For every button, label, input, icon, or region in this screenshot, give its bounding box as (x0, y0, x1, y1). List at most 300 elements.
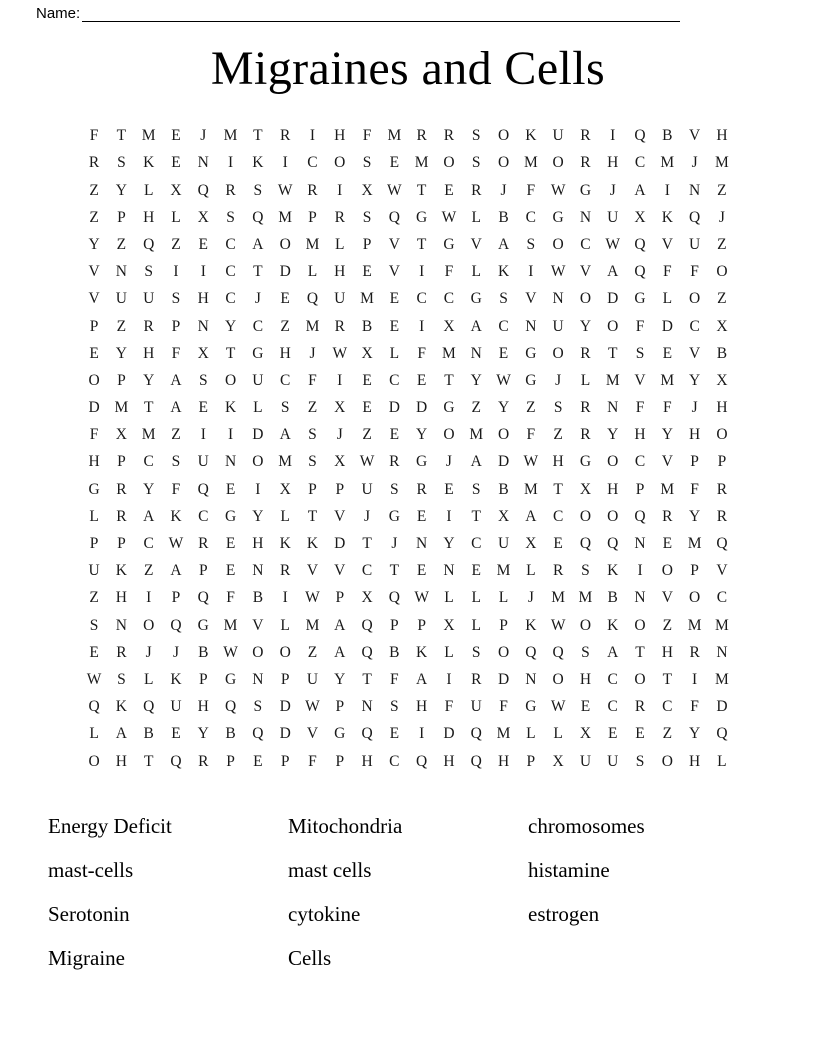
word-list-item[interactable]: Energy Deficit (48, 814, 172, 839)
grid-cell[interactable]: I (446, 507, 452, 525)
grid-cell[interactable]: T (389, 562, 400, 580)
grid-cell[interactable]: F (226, 589, 235, 607)
grid-cell[interactable]: B (198, 643, 209, 661)
grid-cell[interactable]: U (552, 317, 564, 335)
grid-cell[interactable]: H (252, 535, 264, 553)
grid-cell[interactable]: I (446, 670, 452, 688)
grid-cell[interactable]: B (361, 317, 373, 335)
grid-cell[interactable]: U (689, 235, 701, 253)
grid-cell[interactable]: X (634, 208, 646, 226)
grid-cell[interactable]: A (170, 562, 182, 580)
grid-cell[interactable]: V (689, 344, 701, 362)
grid-cell[interactable]: U (552, 127, 564, 145)
grid-cell[interactable]: X (443, 317, 455, 335)
grid-cell[interactable]: A (143, 507, 155, 525)
grid-cell[interactable]: O (552, 154, 564, 172)
grid-cell[interactable]: C (416, 290, 427, 308)
grid-cell[interactable]: P (335, 698, 345, 716)
grid-cell[interactable]: M (387, 127, 402, 145)
grid-cell[interactable]: G (470, 290, 482, 308)
grid-cell[interactable]: C (225, 290, 236, 308)
grid-cell[interactable]: E (89, 643, 99, 661)
grid-cell[interactable]: W (332, 344, 348, 362)
grid-cell[interactable]: W (223, 643, 238, 661)
grid-cell[interactable]: B (662, 127, 673, 145)
grid-cell[interactable]: K (170, 507, 182, 525)
grid-cell[interactable]: W (305, 589, 320, 607)
word-list-item[interactable]: histamine (528, 858, 610, 883)
grid-cell[interactable]: Q (388, 589, 400, 607)
grid-cell[interactable]: O (579, 507, 592, 525)
grid-cell[interactable]: Q (552, 643, 564, 661)
grid-cell[interactable]: N (716, 643, 728, 661)
grid-cell[interactable]: K (224, 399, 237, 417)
grid-cell[interactable]: S (581, 643, 590, 661)
grid-cell[interactable]: Y (143, 371, 155, 389)
grid-cell[interactable]: E (280, 290, 290, 308)
grid-cell[interactable]: R (689, 643, 700, 661)
grid-cell[interactable]: P (335, 589, 345, 607)
grid-cell[interactable]: W (277, 181, 293, 199)
grid-cell[interactable]: I (146, 589, 152, 607)
grid-cell[interactable]: B (389, 643, 400, 661)
grid-cell[interactable]: F (171, 344, 181, 362)
grid-cell[interactable]: E (389, 725, 400, 743)
grid-cell[interactable]: V (388, 235, 400, 253)
grid-cell[interactable]: X (579, 480, 592, 498)
grid-cell[interactable]: K (170, 670, 182, 688)
grid-cell[interactable]: Q (689, 208, 701, 226)
grid-cell[interactable]: H (279, 344, 291, 362)
grid-cell[interactable]: C (225, 263, 236, 281)
grid-cell[interactable]: H (416, 698, 428, 716)
grid-cell[interactable]: R (198, 535, 209, 553)
grid-cell[interactable]: F (690, 480, 699, 498)
grid-cell[interactable]: Q (197, 181, 209, 199)
grid-cell[interactable]: T (444, 371, 454, 389)
grid-cell[interactable]: J (691, 399, 698, 417)
grid-cell[interactable]: U (470, 698, 482, 716)
grid-cell[interactable]: S (171, 290, 181, 308)
grid-cell[interactable]: N (252, 562, 264, 580)
grid-cell[interactable]: I (200, 426, 206, 444)
grid-cell[interactable]: M (223, 616, 238, 634)
grid-cell[interactable]: O (579, 616, 592, 634)
grid-cell[interactable]: Y (497, 399, 510, 417)
grid-cell[interactable]: C (607, 698, 618, 716)
grid-cell[interactable]: N (634, 535, 646, 553)
grid-cell[interactable]: B (143, 725, 154, 743)
grid-cell[interactable]: S (226, 208, 235, 226)
grid-cell[interactable]: T (253, 127, 263, 145)
grid-cell[interactable]: J (145, 643, 152, 661)
grid-cell[interactable]: H (115, 589, 127, 607)
grid-cell[interactable]: S (280, 399, 290, 417)
grid-cell[interactable]: M (687, 616, 702, 634)
grid-cell[interactable]: T (471, 507, 481, 525)
grid-cell[interactable]: E (635, 725, 645, 743)
grid-cell[interactable]: O (279, 643, 291, 661)
grid-cell[interactable]: E (89, 344, 99, 362)
grid-cell[interactable]: E (225, 480, 236, 498)
grid-cell[interactable]: T (553, 480, 563, 498)
grid-cell[interactable]: Y (334, 670, 346, 688)
grid-cell[interactable]: Z (717, 181, 727, 199)
grid-cell[interactable]: W (605, 235, 621, 253)
grid-cell[interactable]: E (225, 535, 236, 553)
grid-cell[interactable]: I (419, 263, 425, 281)
grid-cell[interactable]: H (361, 752, 373, 770)
grid-cell[interactable]: S (390, 480, 399, 498)
grid-cell[interactable]: R (416, 480, 427, 498)
grid-cell[interactable]: K (525, 127, 537, 145)
grid-cell[interactable]: G (416, 453, 428, 471)
grid-cell[interactable]: C (143, 535, 154, 553)
grid-cell[interactable]: V (525, 290, 537, 308)
grid-cell[interactable]: M (223, 127, 238, 145)
grid-cell[interactable]: K (115, 698, 127, 716)
grid-cell[interactable]: X (197, 208, 209, 226)
grid-cell[interactable]: B (607, 589, 618, 607)
grid-cell[interactable]: X (552, 752, 564, 770)
grid-cell[interactable]: U (143, 290, 155, 308)
grid-cell[interactable]: S (253, 698, 263, 716)
grid-cell[interactable]: E (198, 399, 208, 417)
grid-cell[interactable]: C (689, 317, 700, 335)
grid-cell[interactable]: P (117, 208, 126, 226)
grid-cell[interactable]: K (607, 616, 619, 634)
grid-cell[interactable]: S (553, 399, 563, 417)
grid-cell[interactable]: R (116, 643, 127, 661)
grid-cell[interactable]: J (172, 643, 179, 661)
grid-cell[interactable]: T (362, 535, 372, 553)
grid-cell[interactable]: Z (171, 235, 181, 253)
grid-cell[interactable]: H (716, 399, 728, 417)
grid-cell[interactable]: E (171, 725, 181, 743)
grid-cell[interactable]: J (336, 426, 343, 444)
grid-cell[interactable]: G (525, 698, 537, 716)
grid-cell[interactable]: K (416, 643, 428, 661)
grid-cell[interactable]: Y (579, 317, 592, 335)
grid-cell[interactable]: Z (171, 426, 181, 444)
grid-cell[interactable]: D (388, 399, 400, 417)
grid-cell[interactable]: J (200, 127, 207, 145)
grid-cell[interactable]: N (525, 317, 537, 335)
grid-cell[interactable]: K (115, 562, 127, 580)
word-search-grid[interactable] (80, 122, 735, 775)
grid-cell[interactable]: V (388, 263, 400, 281)
grid-cell[interactable]: C (198, 507, 209, 525)
grid-cell[interactable]: Q (224, 698, 237, 716)
word-list-item[interactable]: Migraine (48, 946, 125, 971)
grid-cell[interactable]: O (252, 643, 264, 661)
grid-cell[interactable]: Q (525, 643, 537, 661)
grid-cell[interactable]: W (441, 208, 457, 226)
grid-cell[interactable]: N (115, 616, 127, 634)
grid-cell[interactable]: N (689, 181, 701, 199)
grid-cell[interactable]: A (170, 399, 182, 417)
grid-cell[interactable]: O (252, 453, 264, 471)
word-list-item[interactable]: Cells (288, 946, 332, 971)
grid-cell[interactable]: N (579, 208, 592, 226)
grid-cell[interactable]: H (497, 752, 510, 770)
grid-cell[interactable]: Z (471, 399, 481, 417)
grid-cell[interactable]: O (443, 154, 455, 172)
grid-cell[interactable]: M (715, 154, 729, 172)
grid-cell[interactable]: L (444, 589, 454, 607)
grid-cell[interactable]: H (716, 127, 728, 145)
grid-cell[interactable]: H (579, 670, 592, 688)
grid-cell[interactable]: P (362, 235, 372, 253)
grid-cell[interactable]: Q (170, 616, 182, 634)
grid-cell[interactable]: N (470, 344, 482, 362)
grid-cell[interactable]: S (471, 643, 481, 661)
grid-cell[interactable]: G (416, 208, 428, 226)
grid-cell[interactable]: M (114, 399, 129, 417)
grid-cell[interactable]: G (525, 344, 537, 362)
grid-cell[interactable]: J (364, 507, 371, 525)
grid-cell[interactable]: Y (443, 535, 455, 553)
grid-cell[interactable]: S (171, 453, 181, 471)
grid-cell[interactable]: I (173, 263, 179, 281)
grid-cell[interactable]: P (499, 616, 508, 634)
grid-cell[interactable]: T (635, 643, 645, 661)
grid-cell[interactable]: C (525, 208, 536, 226)
grid-cell[interactable]: T (253, 263, 263, 281)
grid-cell[interactable]: M (660, 371, 675, 389)
grid-cell[interactable]: Z (717, 290, 727, 308)
grid-cell[interactable]: M (305, 235, 320, 253)
grid-cell[interactable]: Z (717, 235, 727, 253)
grid-cell[interactable]: H (143, 208, 155, 226)
grid-cell[interactable]: D (88, 399, 100, 417)
grid-cell[interactable]: H (197, 290, 209, 308)
grid-cell[interactable]: V (470, 235, 482, 253)
grid-cell[interactable]: P (117, 453, 126, 471)
grid-cell[interactable]: U (306, 670, 319, 688)
grid-cell[interactable]: L (171, 208, 181, 226)
grid-cell[interactable]: O (497, 154, 510, 172)
grid-cell[interactable]: L (553, 725, 563, 743)
grid-cell[interactable]: G (224, 507, 237, 525)
word-list-item[interactable]: mast-cells (48, 858, 134, 883)
grid-cell[interactable]: M (551, 589, 566, 607)
grid-cell[interactable]: H (334, 127, 346, 145)
grid-cell[interactable]: X (115, 426, 127, 444)
grid-cell[interactable]: S (89, 616, 99, 634)
grid-cell[interactable]: H (334, 263, 346, 281)
word-list-item[interactable]: chromosomes (528, 814, 645, 839)
grid-cell[interactable]: I (528, 263, 534, 281)
grid-cell[interactable]: R (580, 127, 591, 145)
grid-cell[interactable]: E (389, 154, 400, 172)
grid-cell[interactable]: O (497, 426, 510, 444)
grid-cell[interactable]: E (362, 399, 372, 417)
grid-cell[interactable]: W (496, 371, 511, 389)
grid-cell[interactable]: P (635, 480, 645, 498)
grid-cell[interactable]: H (661, 643, 673, 661)
grid-cell[interactable]: H (115, 752, 127, 770)
grid-cell[interactable]: U (115, 290, 127, 308)
grid-cell[interactable]: D (252, 426, 264, 444)
grid-cell[interactable]: P (117, 371, 126, 389)
grid-cell[interactable]: Y (661, 426, 673, 444)
grid-cell[interactable]: S (144, 263, 153, 281)
grid-cell[interactable]: D (279, 698, 291, 716)
grid-cell[interactable]: F (362, 127, 372, 145)
grid-cell[interactable]: Q (634, 263, 646, 281)
grid-cell[interactable]: O (689, 589, 701, 607)
grid-cell[interactable]: O (689, 290, 701, 308)
grid-cell[interactable]: V (661, 453, 673, 471)
grid-cell[interactable]: M (278, 208, 293, 226)
grid-cell[interactable]: Z (553, 426, 563, 444)
grid-cell[interactable]: Y (416, 426, 428, 444)
grid-cell[interactable]: H (197, 698, 209, 716)
grid-cell[interactable]: P (226, 752, 235, 770)
grid-cell[interactable]: K (607, 562, 619, 580)
grid-cell[interactable]: L (580, 371, 591, 389)
grid-cell[interactable]: M (660, 480, 675, 498)
grid-cell[interactable]: R (580, 154, 591, 172)
grid-cell[interactable]: K (306, 535, 319, 553)
grid-cell[interactable]: K (252, 154, 264, 172)
grid-cell[interactable]: P (89, 535, 99, 553)
grid-cell[interactable]: F (663, 263, 672, 281)
grid-cell[interactable]: I (692, 670, 698, 688)
grid-cell[interactable]: U (334, 290, 346, 308)
grid-cell[interactable]: A (334, 616, 346, 634)
grid-cell[interactable]: L (143, 670, 154, 688)
grid-cell[interactable]: D (334, 535, 346, 553)
word-list-item[interactable]: Mitochondria (288, 814, 403, 839)
grid-cell[interactable]: N (634, 589, 646, 607)
grid-cell[interactable]: P (526, 752, 536, 770)
grid-cell[interactable]: Q (388, 208, 400, 226)
grid-cell[interactable]: O (607, 317, 619, 335)
grid-cell[interactable]: M (715, 616, 729, 634)
grid-cell[interactable]: O (552, 344, 564, 362)
grid-cell[interactable]: Y (143, 480, 155, 498)
grid-cell[interactable]: A (470, 453, 482, 471)
grid-cell[interactable]: V (334, 562, 346, 580)
grid-cell[interactable]: E (225, 562, 236, 580)
grid-cell[interactable]: A (279, 426, 291, 444)
grid-cell[interactable]: R (716, 480, 728, 498)
grid-cell[interactable]: R (143, 317, 154, 335)
grid-cell[interactable]: X (497, 507, 510, 525)
grid-cell[interactable]: F (444, 263, 454, 281)
grid-cell[interactable]: E (471, 562, 481, 580)
grid-cell[interactable]: F (390, 670, 399, 688)
grid-cell[interactable]: K (497, 263, 510, 281)
grid-cell[interactable]: O (88, 371, 100, 389)
grid-cell[interactable]: C (552, 507, 564, 525)
grid-cell[interactable]: E (416, 507, 427, 525)
grid-cell[interactable]: P (280, 752, 290, 770)
grid-cell[interactable]: A (170, 371, 182, 389)
grid-cell[interactable]: B (225, 725, 236, 743)
grid-cell[interactable]: C (607, 670, 618, 688)
word-list-item[interactable]: cytokine (288, 902, 361, 927)
grid-cell[interactable]: Q (143, 698, 155, 716)
grid-cell[interactable]: M (414, 154, 429, 172)
grid-cell[interactable]: B (252, 589, 264, 607)
grid-cell[interactable]: F (663, 399, 672, 417)
grid-cell[interactable]: G (552, 208, 564, 226)
grid-cell[interactable]: L (280, 507, 290, 525)
grid-cell[interactable]: F (171, 480, 181, 498)
grid-cell[interactable]: S (117, 154, 126, 172)
grid-cell[interactable]: P (280, 670, 290, 688)
grid-cell[interactable]: Q (361, 616, 373, 634)
grid-cell[interactable]: L (717, 752, 727, 770)
grid-cell[interactable]: U (607, 208, 619, 226)
grid-cell[interactable]: Z (662, 725, 673, 743)
grid-cell[interactable]: D (279, 725, 291, 743)
grid-cell[interactable]: O (497, 127, 510, 145)
grid-cell[interactable]: M (141, 127, 156, 145)
grid-cell[interactable]: I (282, 589, 288, 607)
grid-cell[interactable]: W (86, 670, 102, 688)
grid-cell[interactable]: N (416, 535, 428, 553)
grid-cell[interactable]: Z (307, 399, 318, 417)
grid-cell[interactable]: C (662, 698, 673, 716)
grid-cell[interactable]: S (471, 127, 481, 145)
grid-cell[interactable]: Q (361, 725, 373, 743)
grid-cell[interactable]: I (309, 127, 316, 145)
grid-cell[interactable]: K (661, 208, 673, 226)
grid-cell[interactable]: H (634, 426, 646, 444)
grid-cell[interactable]: X (716, 317, 728, 335)
grid-cell[interactable]: V (661, 235, 673, 253)
word-list-item[interactable]: estrogen (528, 902, 600, 927)
grid-cell[interactable]: I (337, 371, 343, 389)
grid-cell[interactable]: Q (88, 698, 100, 716)
grid-cell[interactable]: S (471, 480, 481, 498)
grid-cell[interactable]: G (224, 670, 237, 688)
grid-cell[interactable]: Q (634, 127, 646, 145)
grid-cell[interactable]: A (334, 643, 346, 661)
grid-cell[interactable]: P (198, 670, 208, 688)
grid-cell[interactable]: R (88, 154, 100, 172)
grid-cell[interactable]: H (689, 426, 701, 444)
grid-cell[interactable]: X (361, 589, 373, 607)
grid-cell[interactable]: Q (252, 725, 264, 743)
grid-cell[interactable]: O (716, 263, 728, 281)
grid-cell[interactable]: A (497, 235, 510, 253)
grid-cell[interactable]: L (471, 616, 481, 634)
grid-cell[interactable]: C (443, 290, 455, 308)
grid-cell[interactable]: A (115, 725, 127, 743)
grid-cell[interactable]: S (499, 290, 508, 308)
grid-cell[interactable]: L (662, 290, 673, 308)
grid-cell[interactable]: P (417, 616, 426, 634)
grid-cell[interactable]: G (443, 235, 455, 253)
grid-cell[interactable]: X (361, 181, 373, 199)
grid-cell[interactable]: J (500, 181, 507, 199)
grid-cell[interactable]: I (200, 263, 206, 281)
grid-cell[interactable]: S (635, 752, 645, 770)
grid-cell[interactable]: R (279, 127, 291, 145)
grid-cell[interactable]: B (716, 344, 728, 362)
grid-cell[interactable]: P (308, 480, 317, 498)
grid-cell[interactable]: O (552, 235, 564, 253)
grid-cell[interactable]: G (443, 399, 455, 417)
grid-cell[interactable]: P (117, 535, 126, 553)
grid-cell[interactable]: B (498, 208, 509, 226)
grid-cell[interactable]: Y (607, 426, 619, 444)
